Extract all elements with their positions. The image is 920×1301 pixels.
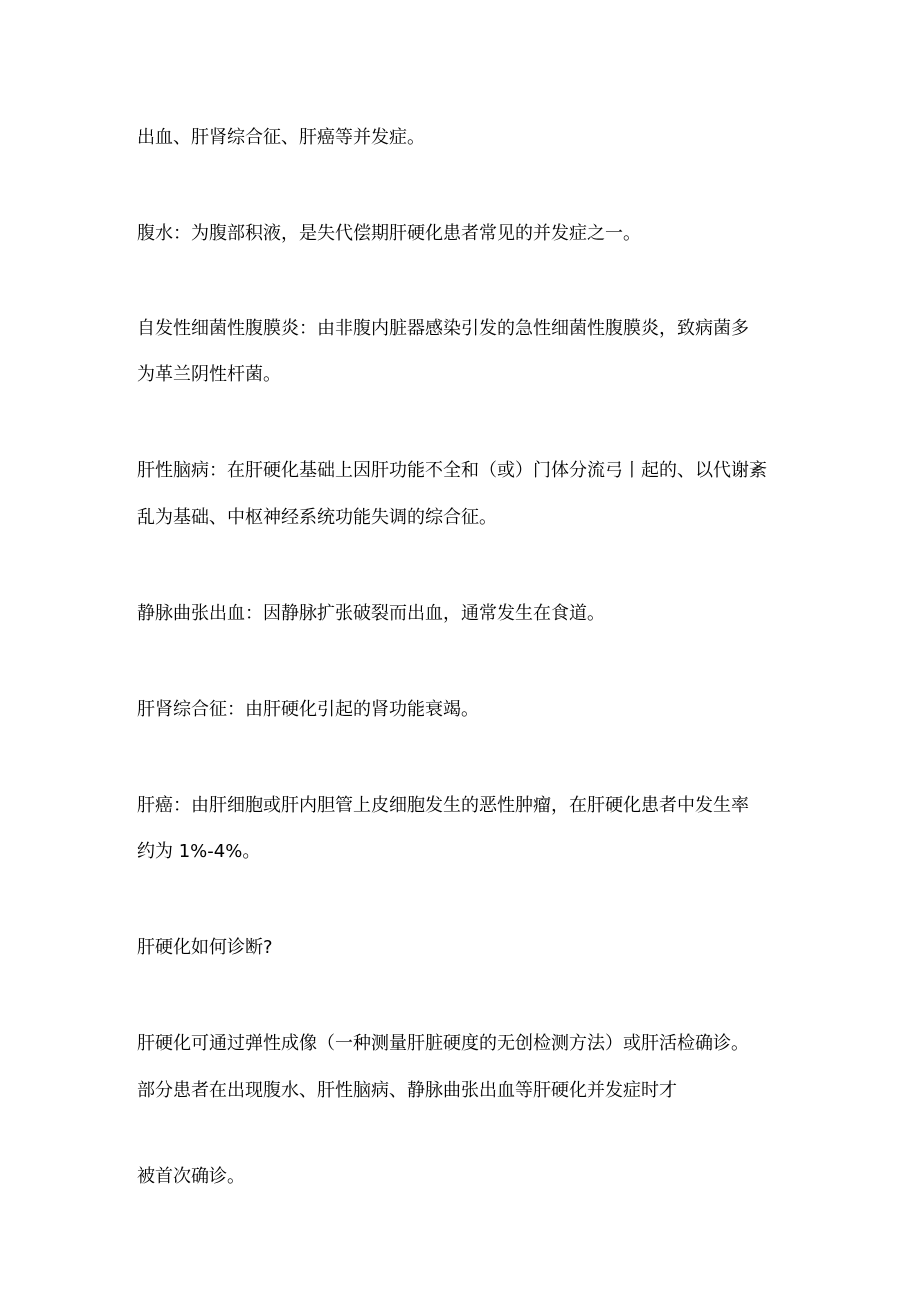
text-line-diagnosis-3: 被首次确诊。 [137, 1166, 245, 1187]
text-line-diagnosis-2: 部分患者在出现腹水、肝性脑病、静脉曲张出血等肝硬化并发症时才 [137, 1080, 677, 1101]
text-line-ascites: 腹水：为腹部积液，是失代偿期肝硬化患者常见的并发症之一。 [137, 223, 641, 244]
text-line-diagnosis-1: 肝硬化可通过弹性成像（一种测量肝脏硬度的无创检测方法）或肝活检确诊。 [137, 1033, 749, 1054]
text-line-hepatic-encephalopathy-1: 肝性脑病：在肝硬化基础上因肝功能不全和（或）门体分流弓丨起的、以代谢紊 [137, 460, 767, 481]
section-heading-diagnosis: 肝硬化如何诊断? [137, 937, 273, 958]
text-line-sbp-1: 自发性细菌性腹膜炎：由非腹内脏器感染引发的急性细菌性腹膜炎，致病菌多 [137, 318, 749, 339]
text-line-hepatorenal-syndrome: 肝肾综合征：由肝硬化引起的肾功能衰竭。 [137, 699, 479, 720]
text-line-variceal-bleeding: 静脉曲张出血：因静脉扩张破裂而出血，通常发生在食道。 [137, 603, 605, 624]
text-line-complications-cont: 出血、肝肾综合征、肝癌等并发症。 [137, 127, 425, 148]
text-line-hepatic-encephalopathy-2: 乱为基础、中枢神经系统功能失调的综合征。 [137, 507, 497, 528]
text-line-sbp-2: 为革兰阴性杆菌。 [137, 364, 281, 385]
text-line-liver-cancer-2: 约为 1%-4%。 [137, 841, 261, 862]
text-line-liver-cancer-1: 肝癌：由肝细胞或肝内胆管上皮细胞发生的恶性肿瘤，在肝硬化患者中发生率 [137, 795, 749, 816]
